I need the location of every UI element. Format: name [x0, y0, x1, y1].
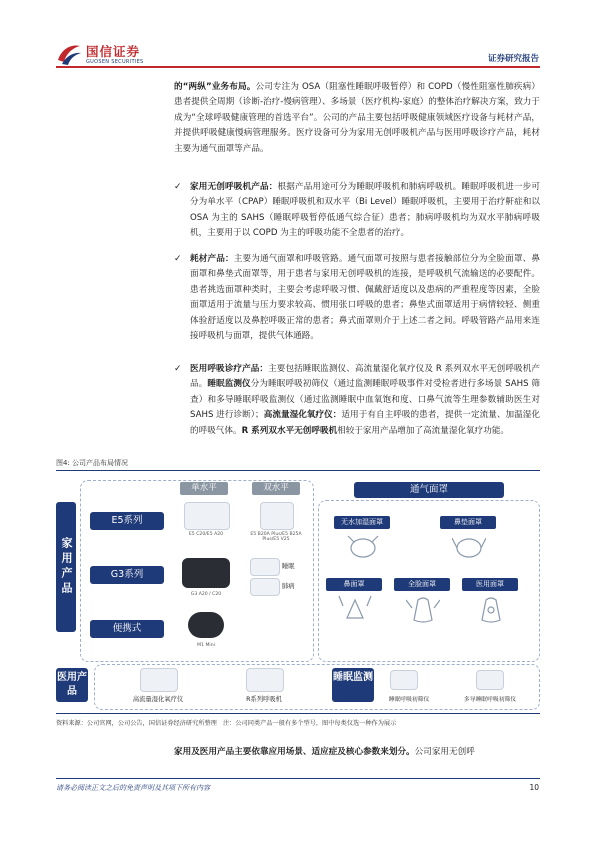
mask-label: 医用面罩: [462, 578, 518, 591]
device-m1-mini-image: [188, 612, 224, 638]
bullet-bold-2: 睡眠监测仪: [207, 379, 251, 390]
bullet-bold-3: 高流量湿化氧疗仪：: [263, 410, 342, 421]
page-number: 10: [529, 783, 539, 792]
guosen-logo-icon: [56, 42, 82, 66]
device-hfnc-image: [140, 668, 178, 692]
masks-title: 通气面罩: [354, 482, 504, 498]
intro-bold: 的“两纵”业务布局。: [174, 82, 256, 92]
mask-label: 全脸面罩: [394, 578, 450, 591]
mask-label: 鼻垫面罩: [440, 516, 496, 529]
device-sleep-screener-image: [390, 670, 418, 690]
sleep-item-label: 睡眠呼吸初筛仪: [388, 697, 430, 703]
bullet-bold: 耗材产品：: [190, 254, 234, 264]
device-e5-bilevel-image: [260, 502, 294, 530]
figure-top-divider: [56, 470, 540, 471]
intro-paragraph: [174, 80, 540, 157]
medical-products-label: 医用产品: [56, 668, 88, 702]
figure-bottom-divider: [56, 713, 540, 714]
series-portable: 便携式: [90, 620, 164, 638]
report-type-label: 证券研究报告: [487, 54, 539, 64]
device-caption: G3 A20 / C20: [190, 592, 222, 597]
device-g3-single-image: [182, 558, 230, 588]
logo-text-cn: 国信证券: [86, 44, 141, 59]
figure-source-note: 资料来源：公司官网，公司公告，国信证券经济研究所整理 注：公司同类产品一般有多个型号，图中每类仅选一种作为展示: [56, 720, 397, 727]
summary-paragraph: [174, 745, 475, 757]
bullet-text-2: 分为睡眠呼吸初筛仪（通过监测睡眠呼吸事件对受检者进行多场景 SAHS 筛查）和多导睡眠呼吸监测仪（通过监测睡眠中血氧饱和度、口鼻气流等生理参数辅助医生对 SAHS 进行诊断）；: [190, 379, 540, 421]
series-e5: E5系列: [90, 512, 164, 530]
bullet-text: 根据产品用途可分为睡眠呼吸机和肺病呼吸机。睡眠呼吸机进一步可分为单水平（CPAP）睡眠呼吸机和双水平（Bi Level）睡眠呼吸机，主要用于治疗鼾症和以 OSA 为主的 SAHS（睡眠呼吸暂停低通气综合征）患者；肺病呼吸机均为双水平肺病呼吸机，主要用于以 COPD 为主的呼吸功能不全患者的治疗。: [190, 182, 540, 239]
check-icon: ✓: [174, 364, 182, 374]
device-caption: E5 C20/E5 A20: [188, 532, 224, 537]
footer-divider: [56, 778, 540, 779]
medical-item-label: R系列呼吸机: [246, 696, 282, 703]
check-icon: ✓: [174, 254, 182, 264]
device-r-series-image: [246, 668, 284, 692]
check-icon: ✓: [174, 182, 182, 192]
mask-nasal-icon: [338, 594, 372, 624]
bullet-bold: 家用无创呼吸机产品：: [190, 182, 278, 192]
home-products-label: 家用产品: [56, 502, 76, 632]
product-layout-diagram: [56, 474, 540, 710]
col-head-single-level: 单水平: [180, 482, 228, 495]
medical-item-label: 高流量湿化氧疗仪: [132, 696, 184, 703]
mask-nasal-pillow-icon: [346, 532, 380, 562]
mask-cushion-icon: [452, 532, 486, 562]
bullet-text: 主要为通气面罩和呼吸管路。通气面罩可按照与患者接触部位分为全脸面罩、鼻面罩和鼻垫式面罩等，用于患者与家用无创呼吸机的连接，是呼吸机气流输送的必要配件。患者挑选面罩种类时，主要会考虑呼吸习惯、佩戴舒适度以及患病的严重程度等因素，全脸面罩适用于流量与压力要求较高、惯用张口呼吸的患者；鼻垫式面罩适用于病情较轻、侧重体验舒适度以及鼻腔呼吸正常的患者；鼻式面罩则介于上述二者之间。呼吸管路产品用来连接呼吸机与面罩，提供气体通路。: [190, 254, 540, 342]
series-g3: G3系列: [90, 566, 164, 584]
device-g3-sleep-image: [250, 558, 280, 576]
summary-bold: 家用及医用产品主要依靠应用场景、适应症及核心参数来划分。: [174, 747, 415, 757]
device-caption: M1 Mini: [197, 643, 215, 648]
bullet-bold: 医用呼吸诊疗产品：: [190, 364, 269, 374]
mask-medical-icon: [474, 594, 508, 624]
mask-label: 鼻面罩: [326, 578, 382, 591]
device-psg-image: [476, 670, 504, 690]
figure-title: 图4: 公司产品布局情况: [56, 459, 129, 467]
intro-text: 公司专注为 OSA（阻塞性睡眠呼吸暂停）和 COPD（慢性阻塞性肺疾病）患者提供全周期（诊断-治疗-慢病管理）、多场景（医疗机构-家庭）的整体治疗解决方案，致力于成为“全球呼吸健康管理的首选平台”。公司的产品主要包括呼吸健康领域医疗设备与耗材产品，并提供呼吸健康慢病管理服务。医疗设备可分为家用无创呼吸机产品与医用呼吸诊疗产品，耗材主要为通气面罩等产品。: [174, 82, 540, 154]
bullet-consumables: [174, 252, 540, 344]
mask-full-face-icon: [406, 594, 440, 624]
sleep-monitoring-label: 睡眠监测: [332, 668, 374, 702]
bullet-text-4: 相较于家用产品增加了高流量湿化氧疗功能。: [337, 425, 510, 436]
bullet-medical-devices: [174, 362, 540, 439]
device-e5-single-image: [184, 502, 230, 530]
disclaimer-note: 请务必阅读正文之后的免责声明及其项下所有内容: [56, 784, 210, 792]
device-caption-sleep: 睡眠: [282, 563, 295, 570]
col-head-bi-level: 双水平: [252, 482, 300, 495]
mask-label: 无水加湿面罩: [334, 516, 390, 529]
device-caption: E5 B20A Plus/E5 B25A Plus/E5 V25: [250, 532, 302, 542]
bullet-bold-4: R 系列双水平无创呼吸机: [241, 425, 338, 436]
header-divider: [56, 66, 540, 68]
bullet-text-3: 适用于有自主呼吸的患者，提供一定流量、加温湿化的呼吸气体。: [190, 410, 540, 436]
logo-text-en: GUOSEN SECURITIES: [86, 59, 144, 65]
device-g3-lung-image: [250, 578, 280, 596]
device-caption-lung: 肺病: [282, 583, 295, 590]
sleep-item-label: 多导睡眠呼吸初筛仪: [463, 697, 517, 703]
bullet-text: 主要包括睡眠监测仪、高流量湿化氧疗仪及 R 系列双水平无创呼吸机产品。: [190, 364, 540, 390]
bullet-home-devices: [174, 180, 540, 242]
summary-text: 公司家用无创呼: [414, 747, 475, 757]
